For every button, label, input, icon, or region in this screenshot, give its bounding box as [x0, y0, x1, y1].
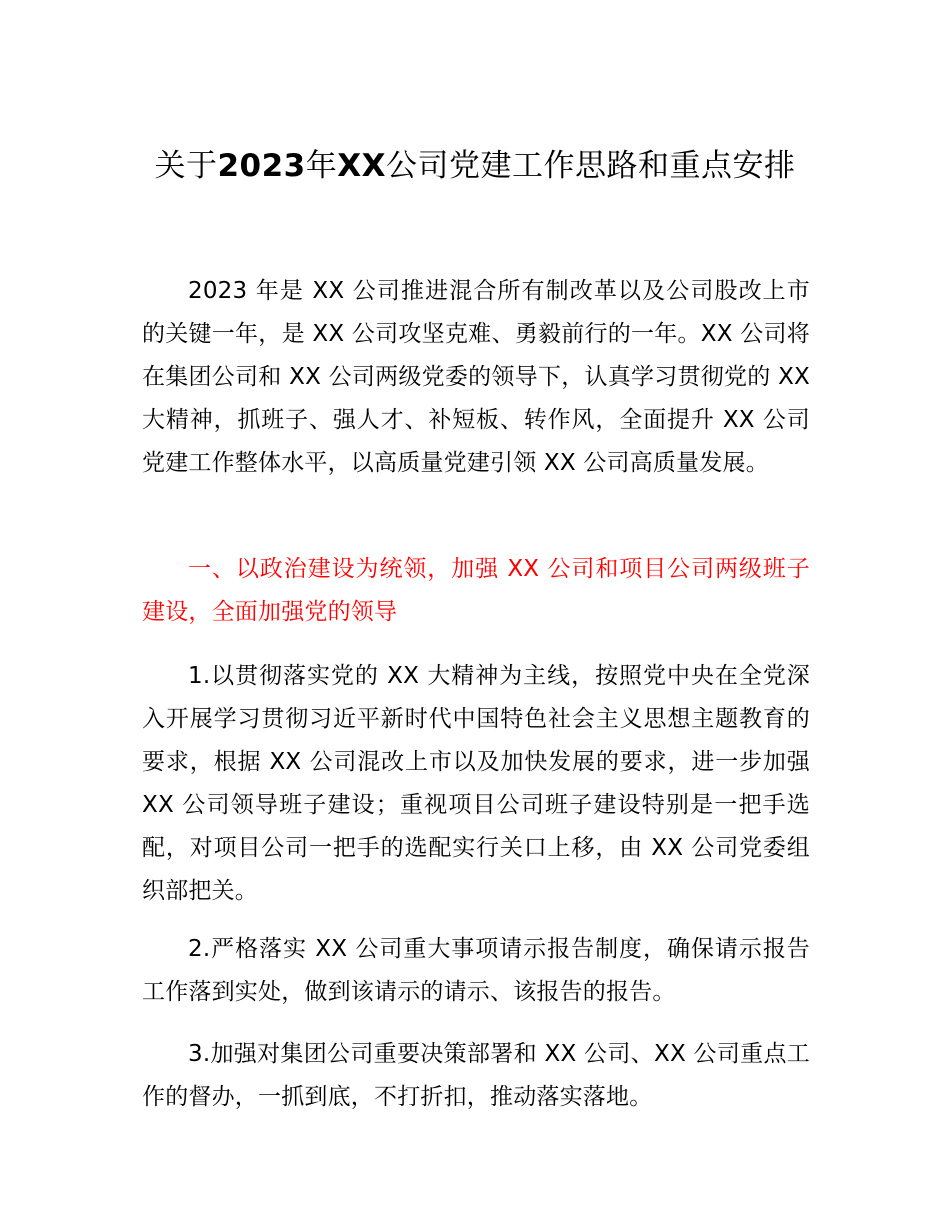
title-company: XX [337, 148, 387, 184]
list-item-2: 2.严格落实 XX 公司重大事项请示报告制度，确保请示报告工作落到实处，做到该请示的请示、该报告的报告。 [142, 936, 810, 1005]
title-part2: 年 [305, 148, 338, 184]
list-item-1: 1.以贯彻落实党的 XX 大精神为主线，按照党中央在全党深入开展学习贯彻习近平新时代中国特色社会主义思想主题教育的要求，根据 XX 公司混改上市以及加快发展的要求，进一步加强 XX 公司领导班子建设；重视项目公司班子建设特别是一把手选配，对项目公司一把手的选配实行关口上移，由 XX 公司党委组织部把关。 [142, 663, 810, 904]
intro-paragraph: 2023 年是 XX 公司推进混合所有制改革以及公司股改上市的关键一年，是 XX 公司攻坚克难、勇毅前行的一年。XX 公司将在集团公司和 XX 公司两级党委的领导下，认真学习贯彻党的 XX 大精神，抓班子、强人才、补短板、转作风，全面提升 XX 公司党建工作整体水平，以高质量党建引领 XX 公司高质量发展。 [142, 278, 810, 476]
title-year: 2023 [217, 148, 306, 184]
document-title [120, 142, 830, 190]
title-part3: 公司党建工作思路和重点安排 [386, 148, 796, 184]
title-part1: 关于 [154, 148, 218, 184]
list-item-3: 3.加强对集团公司重要决策部署和 XX 公司、XX 公司重点工作的督办，一抓到底，不打折扣，推动落实落地。 [142, 1041, 810, 1110]
section-heading-1: 一、以政治建设为统领，加强 XX 公司和项目公司两级班子建设，全面加强党的领导 [142, 556, 810, 625]
